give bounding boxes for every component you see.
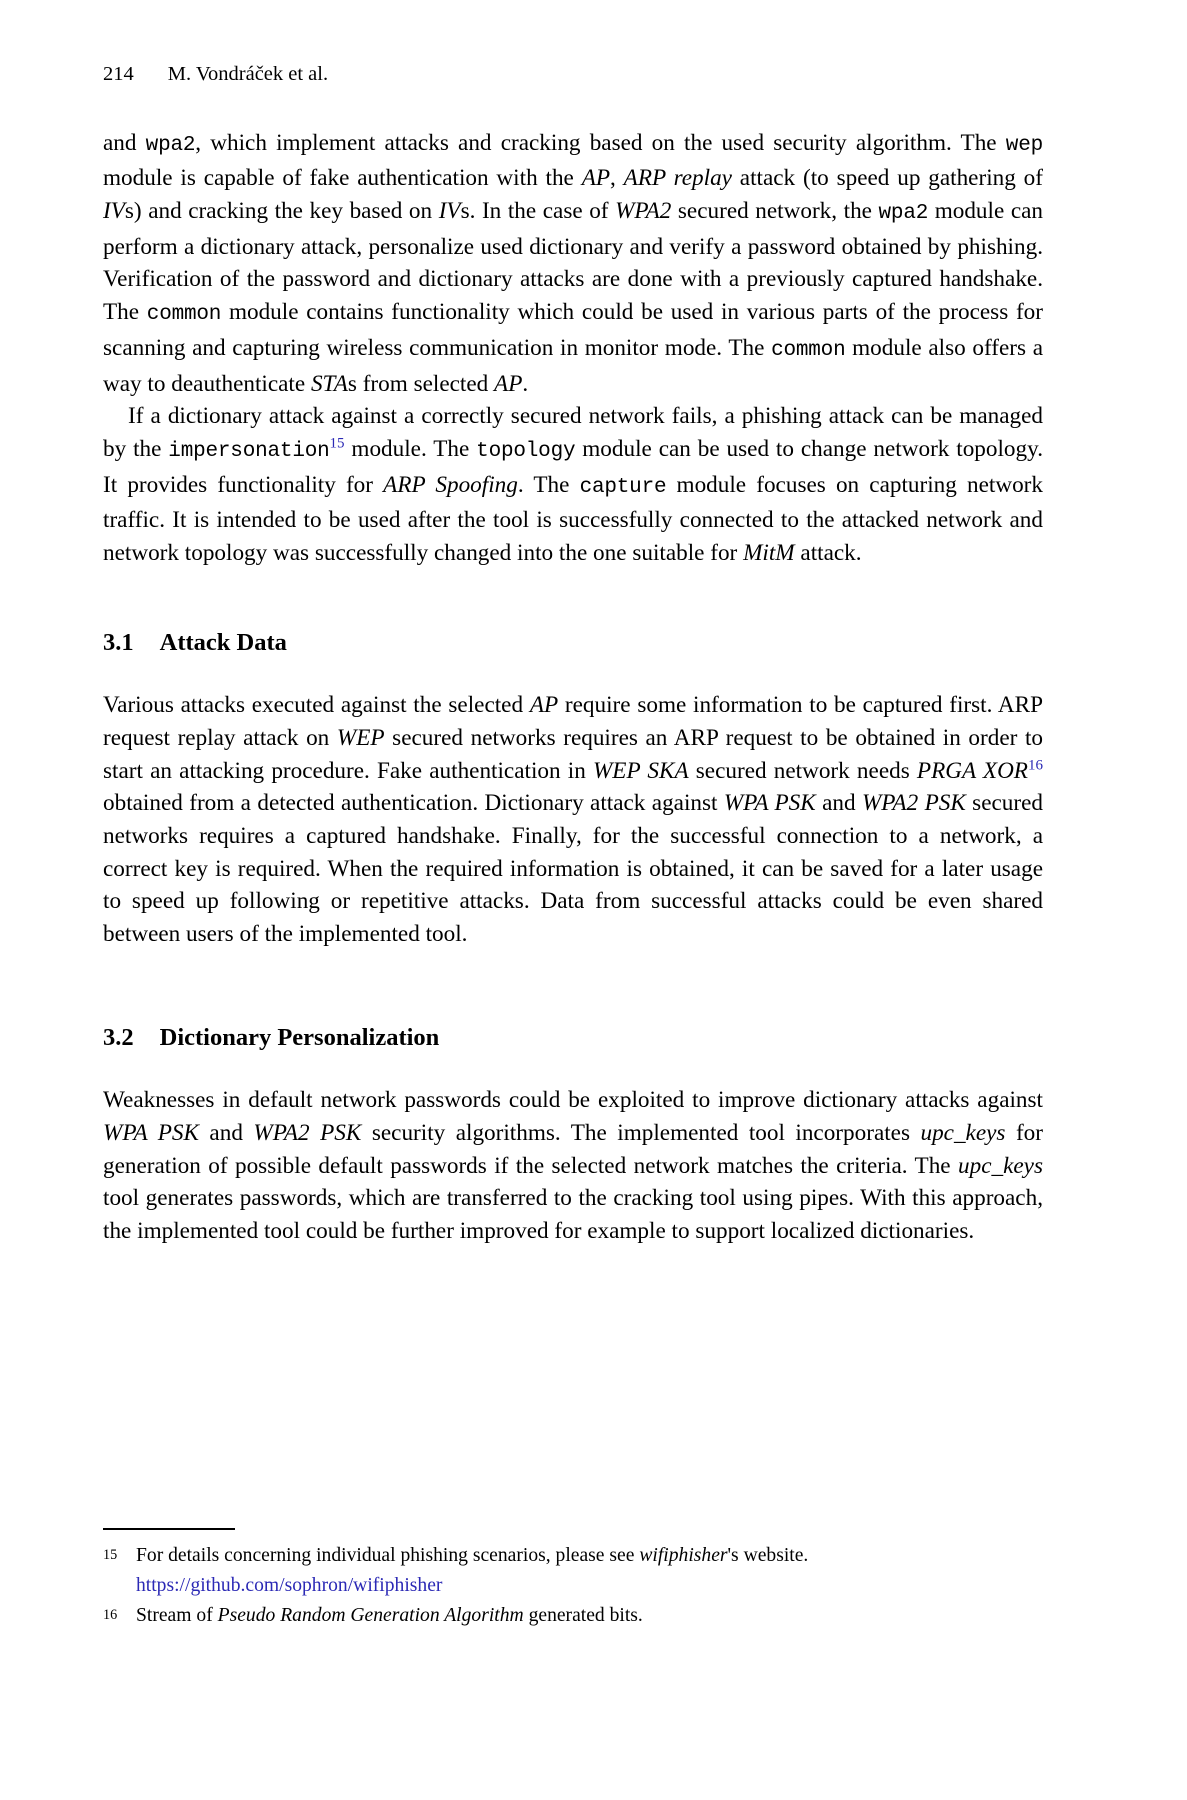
emphasis-term: AP [494,370,523,397]
section-number-3-2: 3.2 [103,1023,134,1051]
section-title-3-2: Dictionary Personalization [159,1023,440,1051]
paragraph-modules-overview: and wpa2, which implement attacks and cracking based on the used security algorithm. The wep module is capable of fake authentication with the AP, ARP replay attack (to speed up gathering of IVs) and cracking the key based on IVs. In the case of WPA2 secured network, the wpa2 module can perform a dictionary attack, personalize used dictionary and verify a password obtained by phishing. Verification of the password and dictionary attacks are done with a previously captured handshake. The common module contains functionality which could be used in various parts of the process for scanning and capturing wireless communication in monitor mode. The common module also offers a way to deauthenticate STAs from selected AP. [103,129,1044,397]
footnote-16-marker: 16 [103,1607,118,1623]
emphasis-term: WPA2 PSK [861,790,966,817]
footnote-reference[interactable]: 15 [329,435,345,452]
code-token: wpa2 [878,202,929,225]
emphasis-term: WEP SKA [592,757,689,784]
code-token: common [771,338,846,362]
footnote-15-url[interactable]: https://github.com/sophron/wifiphisher [136,1575,443,1596]
code-token: wpa2 [145,133,196,157]
footnote-rule [103,1528,235,1530]
footnote-area [103,1528,1043,1632]
section-heading-3-2 [103,1023,1043,1052]
emphasis-term: wifiphisher [639,1545,728,1566]
section-title-3-1: Attack Data [159,628,287,656]
emphasis-term: ARP Spoofing [383,471,518,498]
emphasis-term: WPA2 [615,198,672,224]
footnote-15-marker: 15 [103,1547,118,1563]
footnote-16 [103,1602,1043,1630]
emphasis-term: WPA PSK [103,1119,199,1146]
section-heading-3-1 [103,628,1043,657]
emphasis-term: IV [438,198,461,224]
code-token: wep [1005,133,1044,157]
paragraph-attack-data: Various attacks executed against the selected AP require some information to be captured first. ARP request replay attack on WEP secured networks requires an ARP request to be obtained in order to start an attacking procedure. Fake authentication in WEP SKA secured network needs PRGA XOR$^{16}$ obtained from a detected authentication. Dictionary attack against WPA PSK and WPA2 PSK secured networks requires a captured handshake. Finally, for the successful connection to a network, a correct key is required. When the required information is obtained, it can be saved for a later usage to speed up following or repetitive attacks. Data from successful attacks could be even shared between users of the implemented tool. [103,692,1044,948]
footnote-15 [103,1542,1043,1570]
spacer-after-section-3-2 [103,1052,1043,1084]
section-number-3-1: 3.1 [103,628,134,656]
code-token: capture [579,475,667,499]
emphasis-term: STA [310,370,348,397]
paragraph-dictionary-personalization: Weaknesses in default network passwords could be exploited to improve dictionary attacks against WPA PSK and WPA2 PSK security algorithms. The implemented tool incorporates upc_keys for generation of possible default passwords if the selected network matches the criteria. The upc_keys tool generates passwords, which are transferred to the cracking tool using pipes. With this approach, the implemented tool could be further improved for example to support localized dictionaries. [103,1087,1043,1244]
emphasis-term: PRGA XOR [916,757,1028,784]
emphasis-term: ARP replay [623,165,732,192]
emphasis-term: WEP [336,724,385,751]
running-head-authors: M. Vondráček et al. [167,63,329,85]
footnote-reference[interactable]: 16 [1027,756,1043,773]
emphasis-term: Pseudo Random Generation Algorithm [217,1605,524,1626]
code-token: topology [476,439,576,463]
footnote-15-text: For details concerning individual phishing scenarios, please see wifiphisher's website. [136,1545,809,1566]
emphasis-term: upc_keys [958,1152,1043,1179]
emphasis-term: WPA PSK [723,790,816,817]
emphasis-term: WPA2 PSK [253,1119,362,1146]
page-content [103,62,1043,1248]
running-head [103,62,1043,87]
footnote-15-url-line [103,1572,1043,1600]
spacer-after-section-3-1 [103,657,1043,689]
code-token: impersonation [168,439,330,463]
footnote-16-text: Stream of Pseudo Random Generation Algorithm generated bits. [136,1605,643,1626]
spacer-before-section-3-2 [103,951,1043,1023]
emphasis-term: AP [529,692,559,719]
emphasis-term: AP [581,165,611,192]
emphasis-term: upc_keys [920,1119,1006,1146]
paragraph-phishing-topology: If a dictionary attack against a correctly secured network fails, a phishing attack can be managed by the impersonation$^{15}$ module. The topology module can be used to change network topology. It provides functionality for ARP Spoofing. The capture module focuses on capturing network traffic. It is intended to be used after the tool is successfully connected to the attacked network and network topology was successfully changed into the one suitable for MitM attack. [103,403,1044,567]
code-token: common [146,303,222,327]
spacer-before-section-3-1 [103,570,1043,628]
page-folio: 214 [103,63,134,85]
emphasis-term: MitM [743,540,795,567]
emphasis-term: IV [103,198,125,224]
